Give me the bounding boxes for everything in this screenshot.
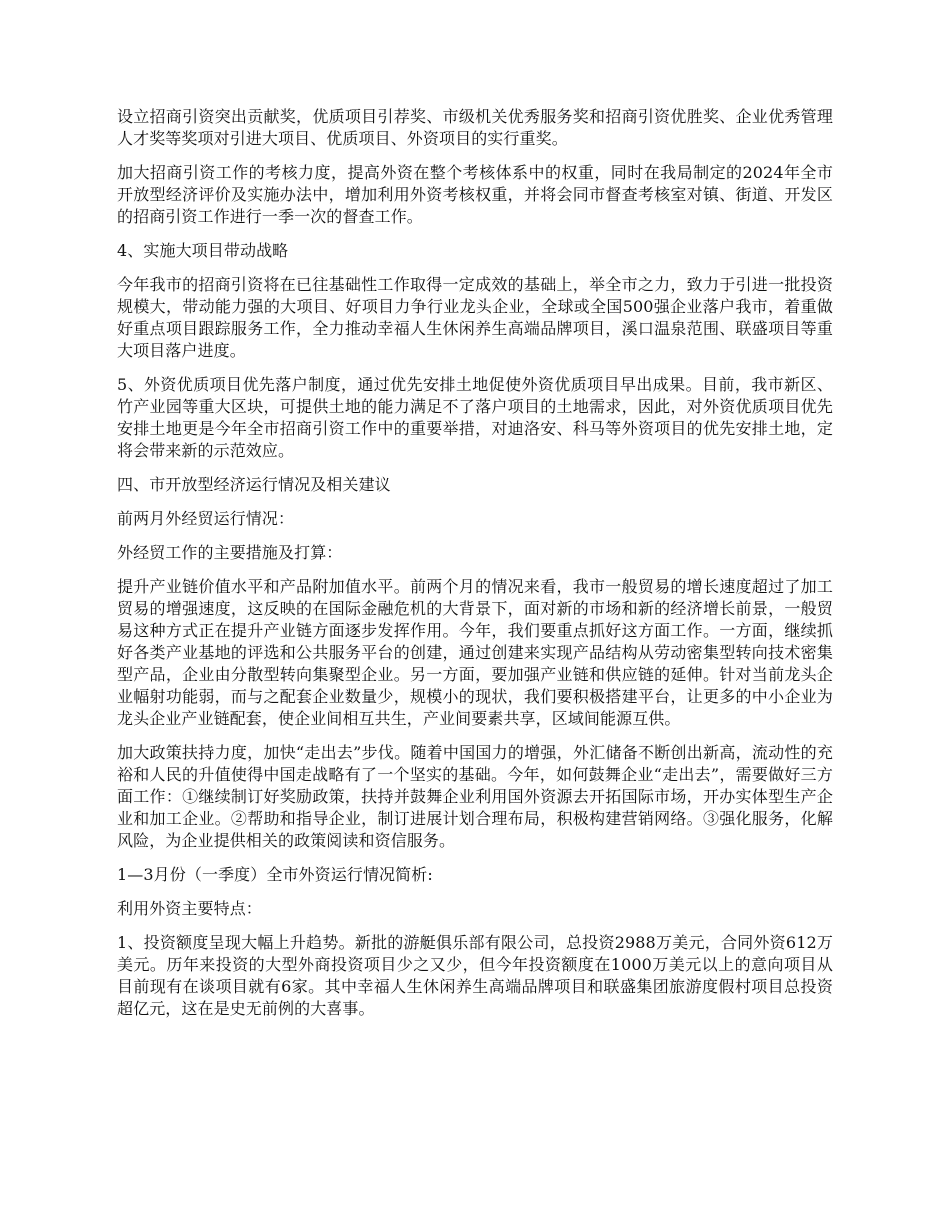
paragraph-go-global: 加大政策扶持力度，加快“走出去”步伐。随着中国国力的增强，外汇储备不断创出新高，流动性的充裕和人民的升值使得中国走战略有了一个坚实的基础。今年，如何鼓舞企业“走出去”，需要做好三方面工作：①继续制订好奖励政策，扶持并鼓舞企业利用国外资源去开拓国际市场，开办实体型生产企业和加工企业。②帮助和指导企业，制订进展计划合理布局，积极构建营销网络。③强化服务，化解风险，为企业提供相关的政策阅读和资信服务。 bbox=[117, 743, 833, 850]
document-body bbox=[117, 106, 833, 1032]
paragraph-investment-growth: 1、投资额度呈现大幅上升趋势。新批的游艇俱乐部有限公司，总投资2988万美元，合同外资612万美元。历年来投资的大型外商投资项目少之又少，但今年投资额度在1000万美元以上的意向项目从目前现有在谈项目就有6家。其中幸福人生休闲养生高端品牌项目和联盛集团旅游度假村项目总投资超亿元，这在是史无前例的大喜事。 bbox=[117, 933, 833, 1018]
heading-first-two-months: 前两月外经贸运行情况： bbox=[117, 509, 295, 528]
heading-open-economy: 四、市开放型经济运行情况及相关建议 bbox=[117, 475, 391, 494]
heading-big-project-strategy: 4、实施大项目带动战略 bbox=[117, 241, 289, 260]
paragraph-investment-plan: 今年我市的招商引资将在已往基础性工作取得一定成效的基础上，举全市之力，致力于引进一批投资规模大，带动能力强的大项目、好项目力争行业龙头企业，全球或全国500强企业落户我市，着重做好重点项目跟踪服务工作，全力推动幸福人生休闲养生高端品牌项目，溪口温泉范围、联盛项目等重大项目落户进度。 bbox=[117, 275, 833, 360]
paragraph-assessment: 加大招商引资工作的考核力度，提高外资在整个考核体系中的权重，同时在我局制定的2024年全市开放型经济评价及实施办法中，增加利用外资考核权重，并将会同市督查考核室对镇、街道、开发区的招商引资工作进行一季一次的督查工作。 bbox=[117, 163, 833, 226]
paragraph-industry-chain: 提升产业链价值水平和产品附加值水平。前两个月的情况来看，我市一般贸易的增长速度超过了加工贸易的增强速度，这反映的在国际金融危机的大背景下，面对新的市场和新的经济增长前景，一般贸易这种方式正在提升产业链方面逐步发挥作用。今年，我们要重点抓好这方面工作。一方面，继续抓好各类产业基地的评选和公共服务平台的创建，通过创建来实现产品结构从劳动密集型转向技术密集型产品，企业由分散型转向集聚型企业。另一方面，要加强产业链和供应链的延伸。针对当前龙头企业幅射功能弱，而与之配套企业数量少，规模小的现状，我们要积极搭建平台，让更多的中小企业为龙头企业产业链配套，使企业间相互共生，产业间要素共享，区域间能源互供。 bbox=[117, 577, 833, 728]
heading-fdi-features: 利用外资主要特点： bbox=[117, 899, 262, 918]
heading-q1-analysis: 1—3月份（一季度）全市外资运行情况简析: bbox=[117, 865, 433, 884]
heading-main-measures: 外经贸工作的主要措施及打算： bbox=[117, 543, 343, 562]
paragraph-priority-land: 5、外资优质项目优先落户制度，通过优先安排土地促使外资优质项目早出成果。目前，我市新区、竹产业园等重大区块，可提供土地的能力满足不了落户项目的土地需求，因此，对外资优质项目优先安排土地更是今年全市招商引资工作中的重要举措，对迪洛安、科马等外资项目的优先安排土地，定将会带来新的示范效应。 bbox=[117, 375, 833, 460]
paragraph-award-setup: 设立招商引资突出贡献奖，优质项目引荐奖、市级机关优秀服务奖和招商引资优胜奖、企业优秀管理人才奖等奖项对引进大项目、优质项目、外资项目的实行重奖。 bbox=[117, 107, 833, 148]
